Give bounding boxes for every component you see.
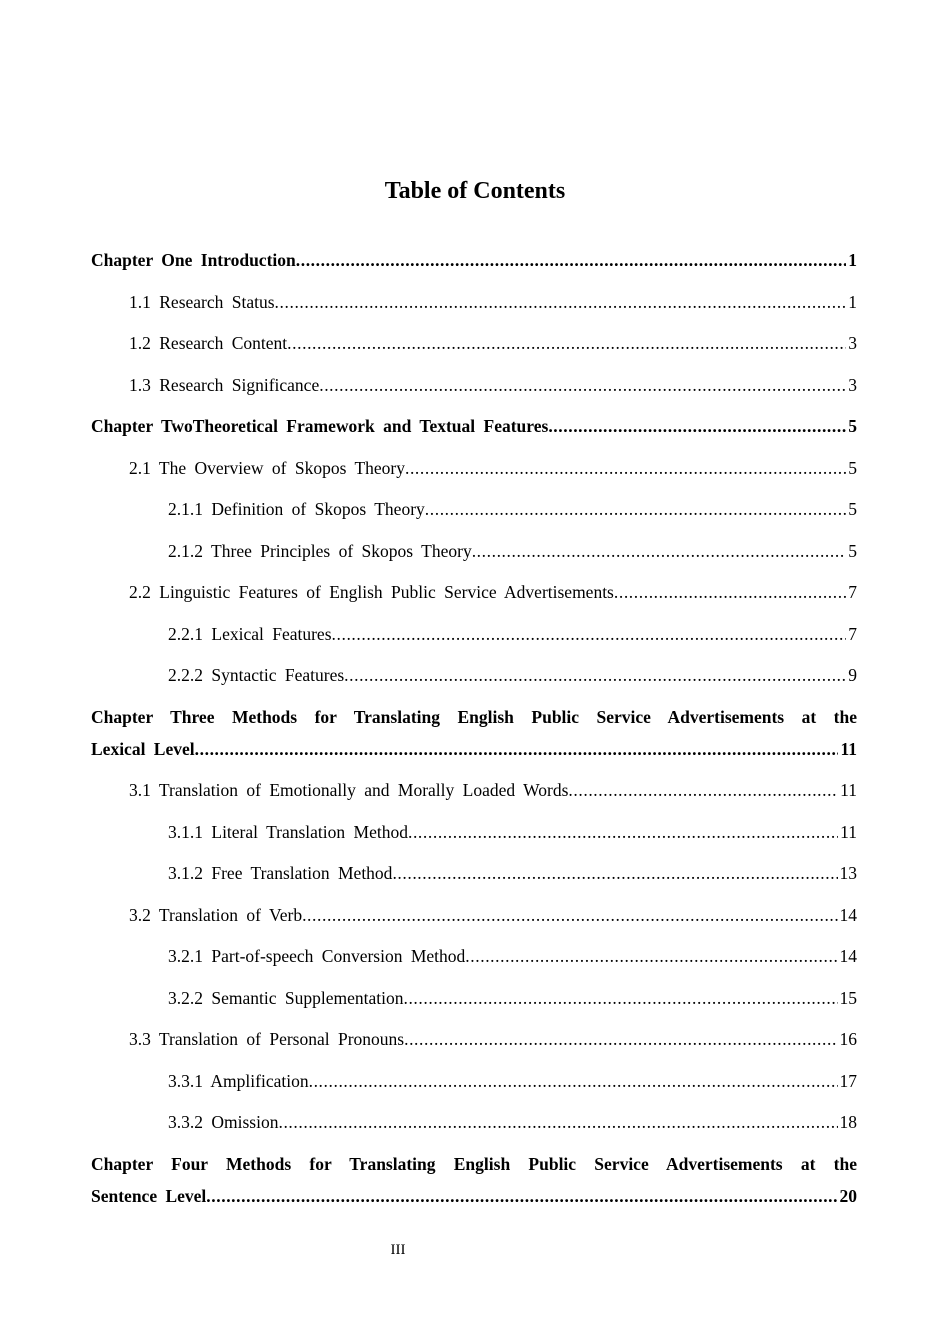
toc-entry-row (129, 282, 857, 324)
toc-entry-title: 3.3 Translation of Personal Pronouns (129, 1029, 405, 1049)
dot-leader (403, 978, 837, 1020)
dot-leader (568, 770, 838, 812)
toc-page-number: 1 (848, 250, 857, 270)
toc-chapter-entry[interactable] (91, 240, 857, 282)
toc-entry-row (129, 895, 857, 937)
dot-leader (206, 1180, 837, 1212)
toc-page-number: 5 (848, 499, 857, 519)
toc-page-number: 14 (839, 946, 857, 966)
toc-page-number: 5 (848, 540, 857, 561)
toc-entry-row (91, 1180, 857, 1212)
toc-subsection-entry[interactable] (91, 489, 857, 531)
toc-entry-title-line1: Chapter Three Methods for Translating English Public Service Advertisements at the (91, 706, 857, 727)
toc-page-number: 20 (839, 1185, 857, 1206)
toc-section-entry[interactable] (91, 448, 857, 490)
dot-leader (302, 895, 837, 937)
toc-entry-title: 1.2 Research Content (129, 333, 288, 353)
toc-section-entry[interactable] (91, 1019, 857, 1061)
dot-leader (275, 282, 847, 324)
toc-page-number: 11 (840, 738, 857, 759)
toc-page-number: 7 (848, 623, 857, 644)
toc-entry-title: 2.2.1 Lexical Features (168, 623, 332, 644)
toc-section-entry[interactable] (91, 365, 857, 407)
toc-entry-row (129, 770, 857, 812)
toc-entry-row (168, 853, 857, 895)
toc-entry-row (91, 240, 857, 282)
toc-page-number: 15 (839, 987, 857, 1008)
toc-entry-row (168, 1061, 857, 1103)
toc-section-entry[interactable] (91, 572, 857, 614)
dot-leader (425, 489, 846, 531)
toc-page-number: 7 (848, 582, 857, 602)
toc-entry-title: 3.2.2 Semantic Supplementation (168, 987, 404, 1008)
dot-leader (465, 936, 837, 978)
toc-page-number: 3 (848, 333, 857, 353)
toc-subsection-entry[interactable] (91, 531, 857, 573)
toc-entry-title: 3.1 Translation of Emotionally and Morally Loaded Words (129, 780, 569, 800)
toc-chapter-entry[interactable] (91, 1144, 857, 1218)
toc-chapter-entry[interactable] (91, 406, 857, 448)
toc-entry-row (168, 812, 857, 854)
toc-entry-row (168, 614, 857, 656)
toc-entry-title: 1.3 Research Significance (129, 374, 320, 395)
toc-entry-row (129, 572, 857, 614)
toc-entry-title: 2.1 The Overview of Skopos Theory (129, 457, 405, 478)
toc-subsection-entry[interactable] (91, 614, 857, 656)
toc-entry-title: Chapter One Introduction (91, 250, 296, 270)
dot-leader (548, 406, 846, 448)
toc-subsection-entry[interactable] (91, 1061, 857, 1103)
toc-entry-row (168, 978, 857, 1020)
dot-leader (278, 1102, 837, 1144)
toc-chapter-entry[interactable] (91, 697, 857, 771)
toc-entry-row (129, 448, 857, 490)
toc-entry-title: 2.2.2 Syntactic Features (168, 665, 345, 685)
dot-leader (287, 323, 846, 365)
dot-leader (392, 853, 837, 895)
toc-entry-title: Lexical Level (91, 738, 195, 759)
toc-entry-title: 2.2 Linguistic Features of English Public Service Advertisements (129, 582, 614, 602)
toc-entry-row (91, 406, 857, 448)
toc-subsection-entry[interactable] (91, 655, 857, 697)
toc-entry-row (168, 655, 857, 697)
dot-leader (195, 733, 839, 765)
table-of-contents (91, 240, 857, 1217)
toc-entry-title: Chapter TwoTheoretical Framework and Textual Features (91, 416, 549, 436)
page-title: Table of Contents (384, 178, 566, 204)
toc-entry-title: 1.1 Research Status (129, 291, 275, 312)
toc-section-entry[interactable] (91, 770, 857, 812)
page-number-footer: III (390, 1242, 406, 1258)
toc-page-number: 16 (839, 1029, 857, 1049)
dot-leader (332, 614, 847, 656)
toc-entry-title-line1: Chapter Four Methods for Translating English Public Service Advertisements at the (91, 1153, 857, 1174)
toc-entry-row (168, 531, 857, 573)
toc-section-entry[interactable] (91, 282, 857, 324)
toc-page-number: 11 (840, 821, 857, 842)
toc-entry-row (129, 323, 857, 365)
toc-entry-title: 3.2 Translation of Verb (129, 904, 303, 925)
toc-entry-title: 3.1.2 Free Translation Method (168, 863, 393, 883)
dot-leader (614, 572, 846, 614)
dot-leader (309, 1061, 838, 1103)
toc-page-number: 1 (848, 291, 857, 312)
toc-entry-title: 3.3.2 Omission (168, 1112, 279, 1132)
toc-subsection-entry[interactable] (91, 1102, 857, 1144)
toc-section-entry[interactable] (91, 323, 857, 365)
dot-leader (319, 365, 846, 407)
toc-entry-row (129, 365, 857, 407)
toc-entry-row (91, 733, 857, 765)
toc-subsection-entry[interactable] (91, 978, 857, 1020)
dot-leader (408, 812, 838, 854)
toc-page-number: 17 (839, 1070, 857, 1091)
toc-page-number: 11 (840, 780, 857, 800)
dot-leader (344, 655, 846, 697)
toc-section-entry[interactable] (91, 895, 857, 937)
toc-entry-row (129, 1019, 857, 1061)
toc-entry-title: 2.1.1 Definition of Skopos Theory (168, 499, 425, 519)
toc-subsection-entry[interactable] (91, 812, 857, 854)
toc-entry-title: Sentence Level (91, 1185, 207, 1206)
toc-entry-row (168, 489, 857, 531)
toc-page-number: 9 (848, 665, 857, 685)
dot-leader (472, 531, 847, 573)
toc-page-number: 14 (839, 904, 857, 925)
toc-page-number: 18 (839, 1112, 857, 1132)
dot-leader (405, 448, 846, 490)
toc-page-number: 13 (839, 863, 857, 883)
toc-entry-row (168, 936, 857, 978)
dot-leader (296, 240, 847, 282)
toc-entry-title: 3.3.1 Amplification (168, 1070, 309, 1091)
toc-entry-title: 3.1.1 Literal Translation Method (168, 821, 408, 842)
toc-subsection-entry[interactable] (91, 936, 857, 978)
toc-entry-title: 2.1.2 Three Principles of Skopos Theory (168, 540, 472, 561)
toc-page-number: 5 (848, 416, 857, 436)
toc-subsection-entry[interactable] (91, 853, 857, 895)
toc-entry-row (168, 1102, 857, 1144)
toc-entry-title: 3.2.1 Part-of-speech Conversion Method (168, 946, 466, 966)
dot-leader (404, 1019, 837, 1061)
toc-page-number: 3 (848, 374, 857, 395)
toc-page-number: 5 (848, 457, 857, 478)
